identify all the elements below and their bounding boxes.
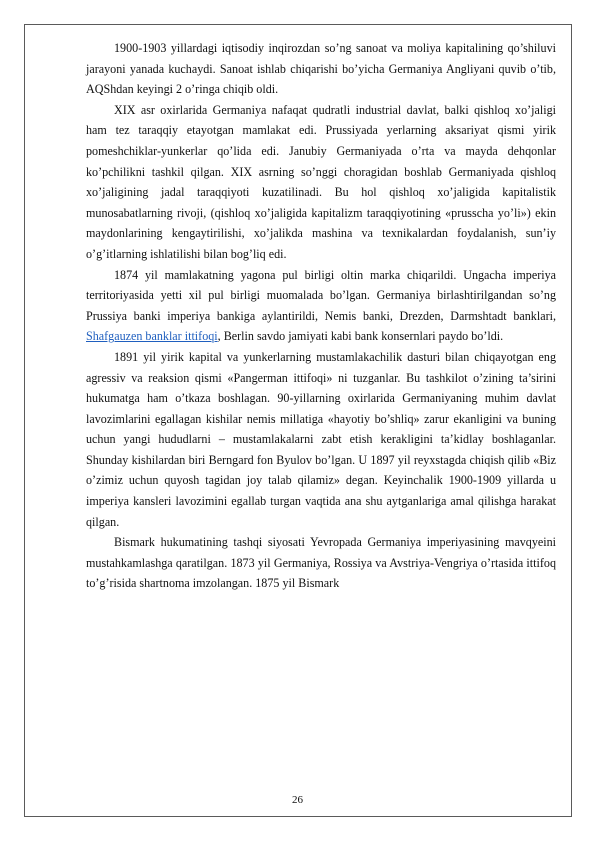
document-body: [86, 38, 556, 594]
paragraph-crisis: 1900-1903 yillardagi iqtisodiy inqirozdan so’ng sanoat va moliya kapitalining qo’shiluvi jarayoni yanada kuchaydi. Sanoat ishlab chiqarishi bo’yicha Germaniya Angliyani quvib o’tib, AQShdan keyingi 2 o’ringa chiqib oldi.: [86, 41, 556, 97]
paragraph-bismarck: Bismark hukumatining tashqi siyosati Yevropada Germaniya imperiyasining mavqyeini mustahkamlashga qaratilgan. 1873 yil Germaniya, Rossiya va Avstriya-Vengriya o’rtasida ittifoq to’g’risida shartnoma imzolangan. 1875 yil Bismark: [86, 535, 556, 591]
paragraph-banking: [86, 265, 556, 347]
shafgauzen-link[interactable]: Shafgauzen banklar ittifoqi: [86, 329, 218, 344]
paragraph-banking-text-before: 1874 yil mamlakatning yagona pul birligi oltin marka chiqarildi. Ungacha imperiya territoriyasida yetti xil pul birligi muomalada bo’lgan. Germaniya birlashtirilgandan so’ng Prussiya banki imperiya bankiga aylantirildi, Nemis banki, Drezden, Darmshtadt banklari,: [86, 267, 556, 323]
paragraph-pangerman: 1891 yil yirik kapital va yunkerlarning mustamlakachilik dasturi bilan chiqayotgan eng agressiv va reaksion qismi «Pangerman ittifoqi» ni tuzganlar. Bu tashkilot o’zining ta’sirini hukumatga ham o’tkaza boshlagan. 90-yillarning oxirlarida Germaniyaning muhim davlat lavozimlarini egallagan kishilar nemis millatiga «hayotiy bo’shliq» zarur ekanligini va buning uchun yangi hududlarni – mustamlakalarni zabt etish kerakligini ta’kidlay boshlaganlar. Shunday kishilardan biri Berngard fon Byulov bo’lgan. U 1897 yil reyxstagda chiqish qilib «Biz o’zimiz uchun quyosh tagidan joy talab qilamiz» degan. Keyinchalik 1900-1909 yillarda u imperiya kansleri lavozimini egallab turgan vaqtida ana shu aytganlariga amal qilishga harakat qilgan.: [86, 349, 556, 529]
page-number: 26: [292, 794, 303, 806]
paragraph-agriculture: XIX asr oxirlarida Germaniya nafaqat qudratli industrial davlat, balki qishloq xo’jaligi ham tez taraqqiy etayotgan mamlakat edi. Prussiyada yerlarning aksariyat qismi yirik pomeshchiklar-yunkerlar qo’lida edi. Janubiy Germaniyada o’rta va mayda dehqonlar ko’pchilikni tashkil qilgan. XIX asrning so’nggi choragidan boshlab Germaniyada qishloq xo’jaligining jadal taraqqiyoti kuzatilinadi. Bu hol qishloq xo’jaligida kapitalistik munosabatlarning rivoji, (qishloq xo’jaligida kapitalizm taraqqiyotining «prussсha yo’li») ekin maydonlarining kengaytirilishi, xo’jalikda mashina va texnikalardan foydalanish, sun’iy o’g’itlarning ishlatilishi bilan bog’liq edi.: [86, 102, 556, 261]
paragraph-banking-text-after: , Berlin savdo jamiyati kabi bank konsernlari paydo bo’ldi.: [217, 329, 504, 344]
